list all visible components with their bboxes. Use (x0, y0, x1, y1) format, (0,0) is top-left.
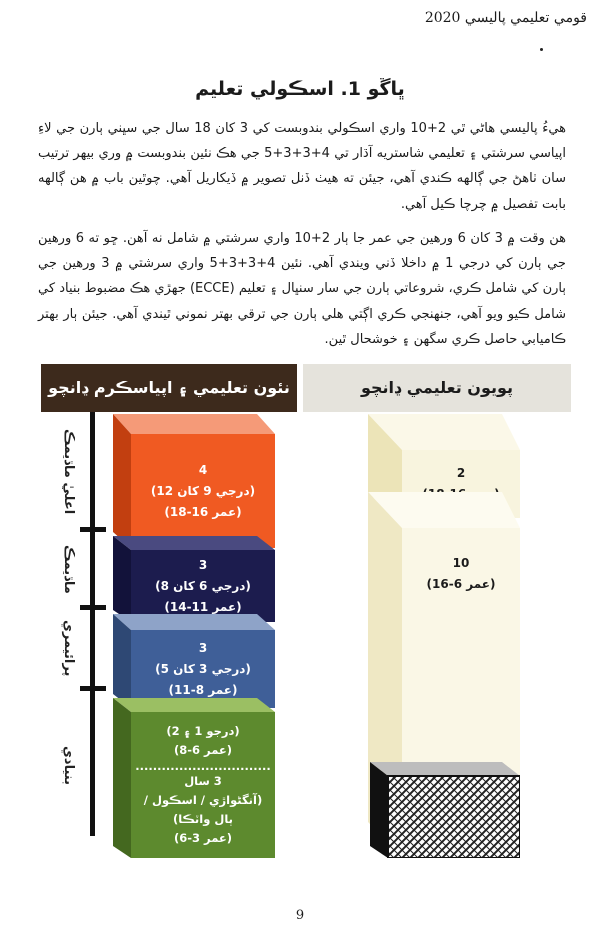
new-block-foundational (113, 698, 275, 858)
new-block-years-b: 3 سال (184, 774, 222, 788)
old-block-ages: (عمر 6-16) (426, 577, 496, 591)
axis-tick (80, 686, 106, 691)
new-block-ages: (عمر 8-11) (168, 682, 238, 697)
running-header: قومي تعليمي پاليسي 2020 (424, 10, 587, 26)
new-block-grades: (درجي 9 کان 12) (150, 483, 256, 498)
new-block-grades: (درجي 6 کان 8) (155, 578, 251, 593)
hatched-block (370, 762, 520, 858)
new-block-years: 4 (198, 462, 208, 477)
paragraph-1: هيءُ پاليسي هاڻي ٿي 2+10 واري اسڪولي بندوبست کي 3 کان 18 سال جي سڀني ٻارن جي لاءِ اپياسي سرشتي ۽ تعليمي شاستريه آڌار تي 4+3+3+5 جي هڪ نئين بندوبست ۾ وري بيهر ترتيب سان ٺاهڻ جي ڳالهه ڪندي آهي، جيئن ته هيٺ ڏنل تصوير ۾ ڏيکاريل آهي. چوٿين باب ۾ هن ڳالهه بابت تفصيل ۾ چرچا ڪيل آهي. (38, 121, 567, 212)
new-block-secondary (113, 414, 275, 548)
stage-axis (90, 412, 95, 836)
old-structure-header: پويون تعليمي ڍانچو (303, 364, 571, 412)
stage-label-preparatory: پرائيمري (61, 619, 76, 677)
stage-label-secondary: اعليٰ ماڌيمڪ (61, 429, 76, 515)
new-structure-header: نئون تعليمي ۽ اپياسڪرم ڍانچو (41, 364, 297, 412)
stage-label-middle: ماڌيمڪ (61, 544, 76, 594)
new-block-years: 3 (198, 640, 208, 655)
new-block-grades-b: (آنگڻواڙي / اسڪول / ٻال واٽڪا) (143, 793, 263, 826)
new-block-years: 3 (198, 557, 208, 572)
new-block-middle (113, 536, 275, 622)
block-separator: ............................... (135, 759, 271, 773)
paragraph-2: هن وقت ۾ 3 کان 6 ورهين جي عمر جا ٻار 2+10 واري سرشتي ۾ شامل نه آهن. ڇو ته 6 ورهين جي ٻارن کي درجي 1 ۾ داخلا ڏني ويندي آهي. نئين 4+3+3+5 واري سرشتي ۾ 3 ورهين جي ٻارن کي شامل ڪري، شروعاتي ٻارن جي سار سنڀال ۽ تعليم (ECCE) جهڙي هڪ مضبوط بنياد کي شامل ڪيو ويو آهي، جنهنجي ڪري اڳتي هلي ٻارن جي ترقي بهتر نموني ٿيندي آهي. جيئن ٻار بهتر ڪاميابي حاصل ڪري سگهن ۽ خوشحال ٿين. (38, 231, 566, 347)
axis-tick (80, 605, 106, 610)
axis-tick (80, 527, 106, 532)
old-block-years: 2 (456, 466, 466, 480)
new-block-ages: (عمر 16-18) (164, 504, 242, 519)
new-block-ages: (عمر 11-14) (164, 599, 242, 614)
new-block-ages-b: (عمر 3-6) (173, 831, 233, 845)
new-block-years: (درجو 1 ۽ 2) (166, 724, 240, 738)
new-block-grades: (عمر 6-8) (173, 743, 233, 757)
chapter-title: ڀاڱو 1. اسڪولي تعليم (195, 78, 405, 100)
stage-label-foundational: بنيادي (61, 745, 76, 785)
page-number: 9 (295, 908, 305, 923)
new-block-grades: (درجي 3 کان 5) (155, 661, 251, 676)
old-block-years: 10 (452, 556, 470, 570)
header-dot (540, 48, 543, 51)
new-block-preparatory (113, 614, 275, 708)
